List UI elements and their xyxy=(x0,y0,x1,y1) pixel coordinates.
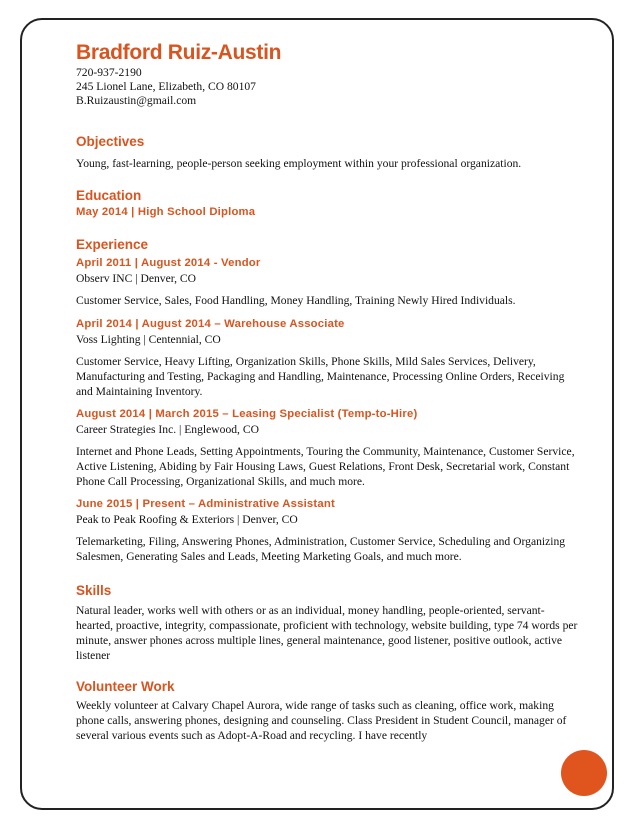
job-duties: Telemarketing, Filing, Answering Phones, Administration, Customer Service, Scheduling and Organizing Salesmen, Generating Sales and Leads, Meeting Marketing Goals, and much more. xyxy=(76,535,566,563)
education-section xyxy=(76,187,581,220)
experience-heading: Experience xyxy=(76,237,149,252)
home-address: 245 Lionel Lane, Elizabeth, CO 80107 xyxy=(76,80,256,93)
job-duties: Customer Service, Sales, Food Handling, Money Handling, Training Newly Hired Individuals. xyxy=(76,294,516,307)
volunteer-text: Weekly volunteer at Calvary Chapel Aurora, wide range of tasks such as cleaning, office work, making phone calls, answering phones, designing and counseling. Class President in Student Council, manager of several various events such as Adopt-A-Road and recycling. I have recently xyxy=(76,699,567,742)
education-entry: May 2014 | High School Diploma xyxy=(76,206,256,218)
education-heading: Education xyxy=(76,188,142,203)
job-employer: Voss Lighting | Centennial, CO xyxy=(76,333,221,346)
skills-text: Natural leader, works well with others or as an individual, money handling, people-oriented, servant-hearted, proactive, integrity, compassionate, proficient with technology, website building, type 74 words per minute, answer phones across multiple lines, general maintenance, good listener, positive outlook, active listener xyxy=(76,604,578,662)
job-entry xyxy=(76,256,581,308)
job-employer: Career Strategies Inc. | Englewood, CO xyxy=(76,423,259,436)
job-employer: Observ INC | Denver, CO xyxy=(76,272,197,285)
job-title: August 2014 | March 2015 – Leasing Specialist (Temp-to-Hire) xyxy=(76,408,418,420)
objectives-heading: Objectives xyxy=(76,134,145,149)
job-entry xyxy=(76,317,581,399)
objectives-section xyxy=(76,133,581,171)
email-address: B.Ruizaustin@gmail.com xyxy=(76,94,197,107)
job-entry xyxy=(76,407,581,489)
header-block xyxy=(76,40,581,108)
objectives-text: Young, fast-learning, people-person seeking employment within your professional organization. xyxy=(76,157,522,170)
phone-number: 720-937-2190 xyxy=(76,66,142,79)
volunteer-heading: Volunteer Work xyxy=(76,679,175,694)
job-duties: Customer Service, Heavy Lifting, Organization Skills, Phone Skills, Mild Sales Services, Delivery, Manufacturing and Testing, Packaging and Handling, Maintenance, Processing Online Orders, Receiving and Maintaining Inventory. xyxy=(76,355,565,398)
page-corner-dot xyxy=(561,750,607,796)
job-title: June 2015 | Present – Administrative Assistant xyxy=(76,498,335,510)
job-title: April 2014 | August 2014 – Warehouse Associate xyxy=(76,318,345,330)
skills-section xyxy=(76,582,581,663)
candidate-name: Bradford Ruiz-Austin xyxy=(76,41,282,64)
job-title: April 2011 | August 2014 - Vendor xyxy=(76,257,261,269)
job-entry xyxy=(76,497,581,564)
skills-heading: Skills xyxy=(76,583,112,598)
volunteer-section xyxy=(76,678,581,743)
job-duties: Internet and Phone Leads, Setting Appointments, Touring the Community, Maintenance, Customer Service, Active Listening, Abiding by Fair Housing Laws, Guest Relations, Front Desk, Secretarial work, Constant Phone Call Processing, Organizational Skills, and much more. xyxy=(76,445,575,488)
job-employer: Peak to Peak Roofing & Exteriors | Denver, CO xyxy=(76,513,298,526)
experience-section xyxy=(76,236,581,254)
